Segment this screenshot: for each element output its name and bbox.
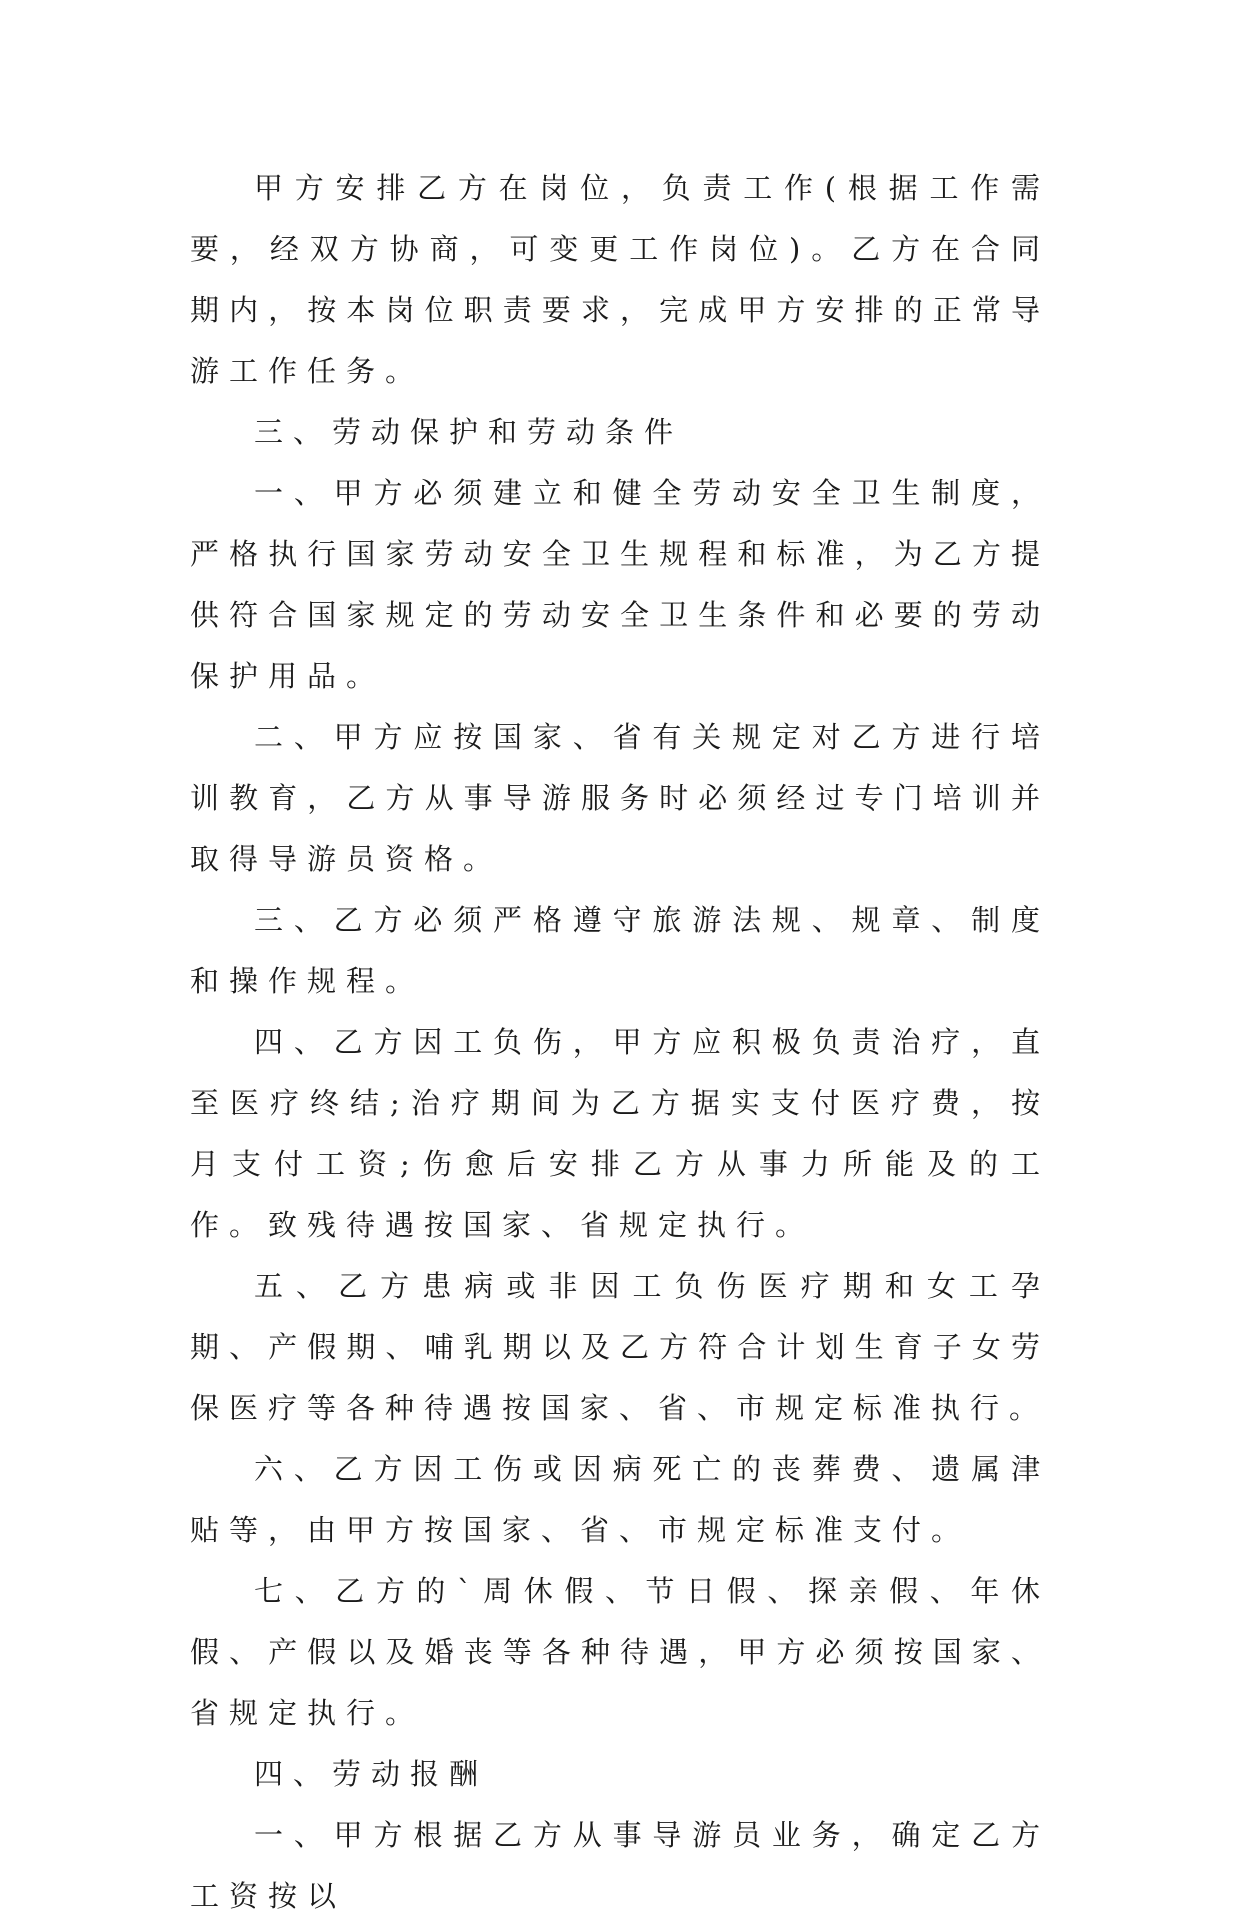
paragraph-job-assignment: 甲方安排乙方在岗位，负责工作(根据工作需要，经双方协商，可变更工作岗位)。乙方在合同期内，按本岗位职责要求，完成甲方安排的正常导游工作任务。 xyxy=(190,171,1050,388)
document-body xyxy=(190,158,1050,1927)
section-heading-remuneration: 四、劳动报酬 xyxy=(254,1757,489,1791)
clause-regulations: 三、乙方必须严格遵守旅游法规、规章、制度和操作规程。 xyxy=(190,903,1050,998)
clause-salary: 一、甲方根据乙方从事导游员业务，确定乙方工资按以 xyxy=(190,1818,1050,1913)
clause-training: 二、甲方应按国家、省有关规定对乙方进行培训教育，乙方从事导游服务时必须经过专门培训并取得导游员资格。 xyxy=(190,720,1050,876)
clause-safety-system: 一、甲方必须建立和健全劳动安全卫生制度，严格执行国家劳动安全卫生规程和标准，为乙方提供符合国家规定的劳动安全卫生条件和必要的劳动保护用品。 xyxy=(190,476,1050,693)
clause-death-benefits: 六、乙方因工伤或因病死亡的丧葬费、遗属津贴等，由甲方按国家、省、市规定标准支付。 xyxy=(190,1452,1050,1547)
clause-work-injury: 四、乙方因工负伤，甲方应积极负责治疗，直至医疗终结;治疗期间为乙方据实支付医疗费，按月支付工资;伤愈后安排乙方从事力所能及的工作。致残待遇按国家、省规定执行。 xyxy=(190,1025,1050,1242)
section-heading-labor-protection: 三、劳动保护和劳动条件 xyxy=(254,415,684,449)
clause-sickness-maternity: 五、乙方患病或非因工负伤医疗期和女工孕期、产假期、哺乳期以及乙方符合计划生育子女劳保医疗等各种待遇按国家、省、市规定标准执行。 xyxy=(190,1269,1050,1425)
clause-leave: 七、乙方的`周休假、节日假、探亲假、年休假、产假以及婚丧等各种待遇，甲方必须按国家、省规定执行。 xyxy=(190,1574,1050,1730)
